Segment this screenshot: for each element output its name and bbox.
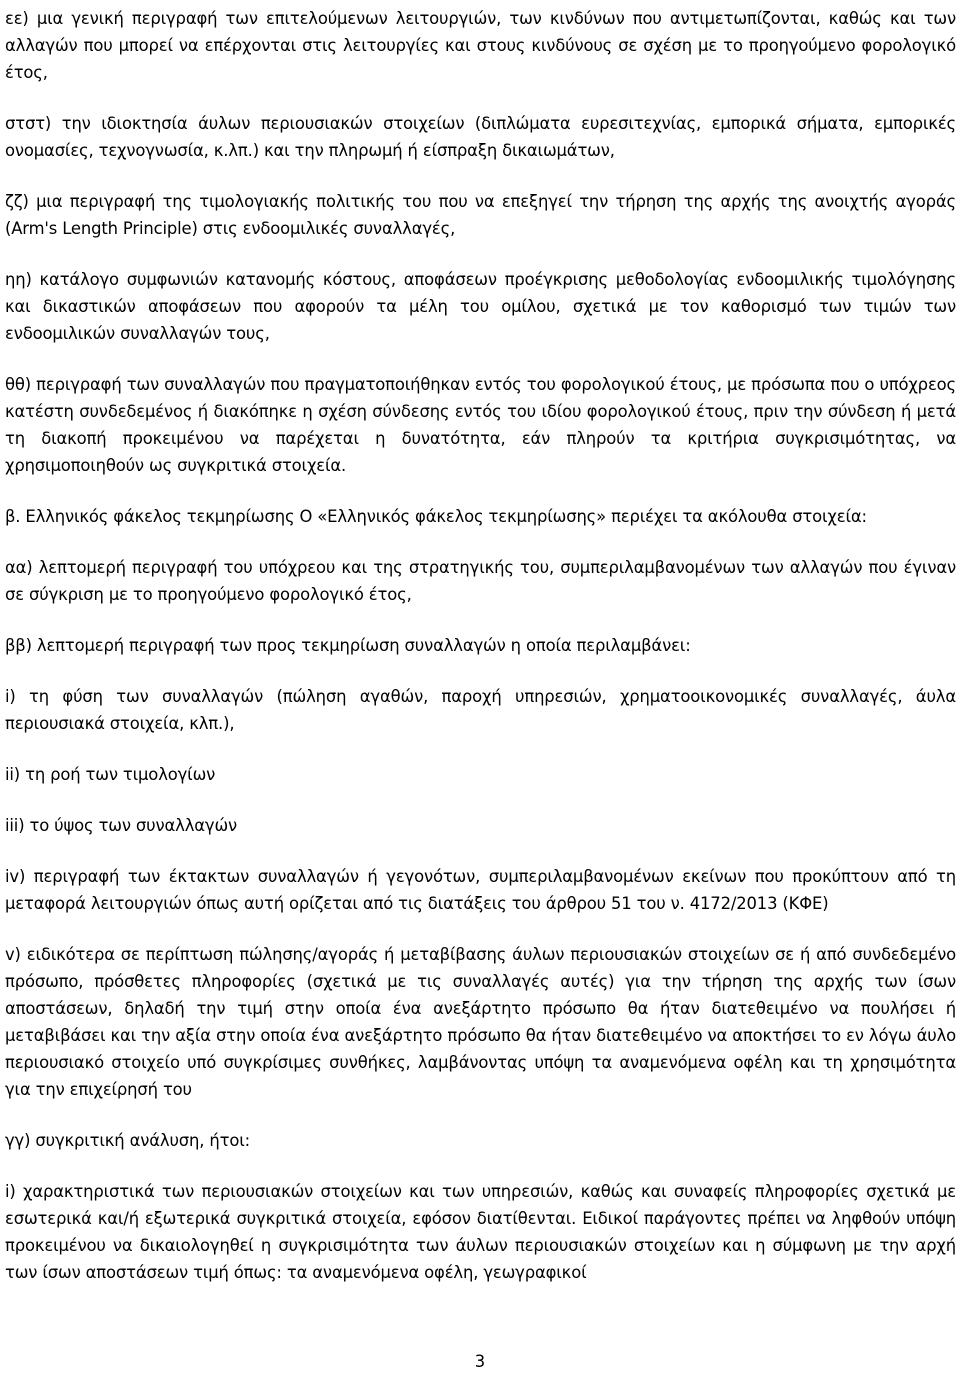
document-page [5, 5, 956, 1310]
paragraph-stst: στστ) την ιδιοκτησία άυλων περιουσιακών στοιχείων (διπλώματα ευρεσιτεχνίας, εμπορικά σήματα, εμπορικές ονομασίες, τεχνογνωσία, κ.λπ.) και την πληρωμή ή είσπραξη δικαιωμάτων, [5, 114, 956, 160]
section-heading-b: β. Ελληνικός φάκελος τεκμηρίωσης Ο «Ελληνικός φάκελος τεκμηρίωσης» περιέχει τα ακόλουθα στοιχεία: [5, 507, 867, 526]
paragraph-ii: ηη) κατάλογο συμφωνιών κατανομής κόστους, αποφάσεων προέγκρισης μεθοδολογίας ενδοομιλικής τιμολόγησης και δικαστικών αποφάσεων που αφορούν τα μέλη του ομίλου, σχετικά με τον καθορισμό των τιμών των ενδοομιλικών συναλλαγών τους, [5, 270, 956, 343]
list-item-v: v) ειδικότερα σε περίπτωση πώλησης/αγοράς ή μεταβίβασης άυλων περιουσιακών στοιχείων σε ή από συνδεδεμένο πρόσωπο, πρόσθετες πληροφορίες (σχετικά με τις συναλλαγές αυτές) για την τήρηση της αρχής των ίσων αποστάσεων, δηλαδή την τιμή στην οποία ένα ανεξάρτητο πρόσωπο θα ήταν διατεθειμένο να πουλήσει ή μεταβιβάσει και την αξία στην οποία ένα ανεξάρτητο πρόσωπο θα ήταν διατεθειμένο να αποκτήσει το εν λόγω άυλο περιουσιακό στοιχείο υπό συγκρίσιμες συνθήκες, λαμβάνοντας υπόψη τα αναμενόμενα οφέλη και τη χρησιμότητα για την επιχείρησή του [5, 945, 956, 1099]
paragraph-zz: ζζ) μια περιγραφή της τιμολογιακής πολιτικής του που να επεξηγεί την τήρηση της αρχής της ανοιχτής αγοράς (Arm's Length Principle) στις ενδοομιλικές συναλλαγές, [5, 192, 956, 238]
list-item-ii: ii) τη ροή των τιμολογίων [5, 765, 216, 784]
paragraph-gg: γγ) συγκριτική ανάλυση, ήτοι: [5, 1131, 251, 1150]
paragraph-aa: αα) λεπτομερή περιγραφή του υπόχρεου και της στρατηγικής του, συμπεριλαμβανομένων των αλλαγών που έγιναν σε σύγκριση με το προηγούμενο φορολογικό έτος, [5, 558, 956, 604]
list-item-i-comparables: i) χαρακτηριστικά των περιουσιακών στοιχείων και των υπηρεσιών, καθώς και συναφείς πληροφορίες σχετικά με εσωτερικά και/ή εξωτερικά συγκριτικά στοιχεία, εφόσον διατίθενται. Ειδικοί παράγοντες πρέπει να ληφθούν υπόψη προκειμένου να δικαιολογηθεί η συγκρισιμότητα των άυλων περιουσιακών στοιχείων και η σύμφωνη με την αρχή των ίσων αποστάσεων τιμή όπως: τα αναμενόμενα οφέλη, γεωγραφικοί [5, 1182, 956, 1282]
page-number: 3 [474, 1352, 486, 1371]
list-item-i: i) τη φύση των συναλλαγών (πώληση αγαθών, παροχή υπηρεσιών, χρηματοοικονομικές συναλλαγές, άυλα περιουσιακά στοιχεία, κλπ.), [5, 687, 956, 733]
paragraph-bb: ββ) λεπτομερή περιγραφή των προς τεκμηρίωση συναλλαγών η οποία περιλαμβάνει: [5, 636, 691, 655]
list-item-iii: iii) το ύψος των συναλλαγών [5, 816, 238, 835]
paragraph-thth: θθ) περιγραφή των συναλλαγών που πραγματοποιήθηκαν εντός του φορολογικού έτους, με πρόσωπα που ο υπόχρεος κατέστη συνδεδεμένος ή διακόπηκε η σχέση σύνδεσης εντός του ιδίου φορολογικού έτους, πριν την σύνδεση ή μετά τη διακοπή προκειμένου να παρέχεται η δυνατότητα, εάν πληρούν τα κριτήρια συγκρισιμότητας, να χρησιμοποιηθούν ως συγκριτικά στοιχεία. [5, 375, 956, 475]
list-item-iv: iv) περιγραφή των έκτακτων συναλλαγών ή γεγονότων, συμπεριλαμβανομένων εκείνων που προκύπτουν από τη μεταφορά λειτουργιών όπως αυτή ορίζεται από τις διατάξεις του άρθρου 51 του ν. 4172/2013 (ΚΦΕ) [5, 867, 956, 913]
paragraph-ee: εε) μια γενική περιγραφή των επιτελούμενων λειτουργιών, των κινδύνων που αντιμετωπίζονται, καθώς και των αλλαγών που μπορεί να επέρχονται στις λειτουργίες και στους κινδύνους σε σχέση με το προηγούμενο φορολογικό έτος, [5, 9, 956, 82]
